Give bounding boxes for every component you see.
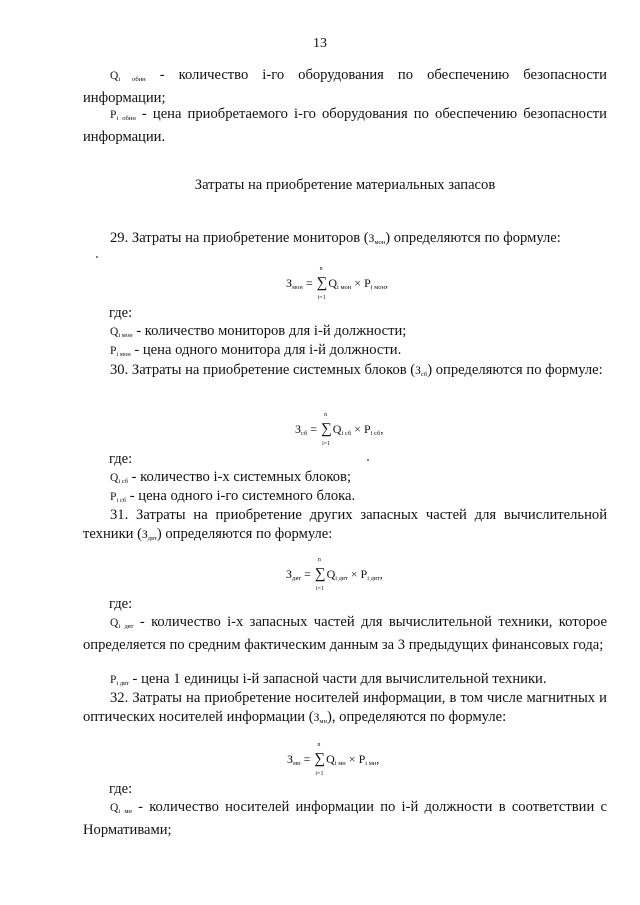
scan-mark <box>367 459 369 461</box>
formula-32: $З_{мн}$ = ∑ n i=1 $Q_{i мн} \times P_{i мн}$, <box>287 742 380 777</box>
def-31-p: $P_{i двт}$ - цена 1 единицы i-й запасной части для вычислительной техники. <box>110 671 547 687</box>
intro-def-p: $P_{i обин}$ - цена приобретаемого i-го оборудования по обеспечению безопасности информации. <box>83 106 607 145</box>
def-31-q: $Q_{i двт}$ - количество i-х запасных частей для вычислительной техники, которое определяется по средним фактическим данным за 3 предыдущих финансовых года; <box>83 614 607 653</box>
intro-def-q: $Q_{i обин}$ - количество i-го оборудования по обеспечению безопасности информации; <box>83 67 607 106</box>
where-label: где: <box>109 305 133 321</box>
def-32-q: $Q_{i мн}$ - количество носителей информации по i-й должности в соответствии с Нормативами; <box>83 799 607 838</box>
item-31-text: 31. Затраты на приобретение других запасных частей для вычислительной техники $(З_{двт})$ определяются по формуле: <box>83 507 607 542</box>
item-32-text: 32. Затраты на приобретение носителей информации, в том числе магнитных и оптических носителей информации $(З_{мн})$, определяются по формуле: <box>83 690 607 725</box>
item-29-text: 29. Затраты на приобретение мониторов $(З_{мон})$ определяются по формуле: <box>110 230 561 246</box>
variable: $Q_{i обин}$ <box>110 70 146 83</box>
def-29-p: $P_{i мон}$ - цена одного монитора для i-й должности. <box>110 342 402 358</box>
scan-mark <box>96 256 98 258</box>
section-title: Затраты на приобретение материальных запасов <box>194 177 496 193</box>
formula-30: $З_{сб}$ = ∑ n i=1 $Q_{i сб} \times P_{i сб}$, <box>295 412 384 447</box>
where-label: где: <box>109 596 133 612</box>
formula-31: $З_{двт}$ = ∑ n i=1 $Q_{i двт} \times P_{i двт}$, <box>286 557 383 592</box>
formula-29: $З_{мон}$ = ∑ n i=1 $Q_{i мон} \times P_{i мон}$, <box>286 266 389 301</box>
def-30-p: $P_{i сб}$ - цена одного i-го системного блока. <box>110 488 356 504</box>
def-30-q: $Q_{i сб}$ - количество i-х системных блоков; <box>110 469 351 485</box>
variable: $P_{i обин}$ <box>110 109 136 122</box>
where-label: где: <box>109 781 133 797</box>
page-number: 13 <box>313 36 327 51</box>
item-30-text: 30. Затраты на приобретение системных блоков $(З_{сб})$ определяются по формуле: <box>110 362 603 378</box>
def-29-q: $Q_{i мон}$ - количество мониторов для i-й должности; <box>110 323 407 339</box>
where-label: где: <box>109 451 133 467</box>
